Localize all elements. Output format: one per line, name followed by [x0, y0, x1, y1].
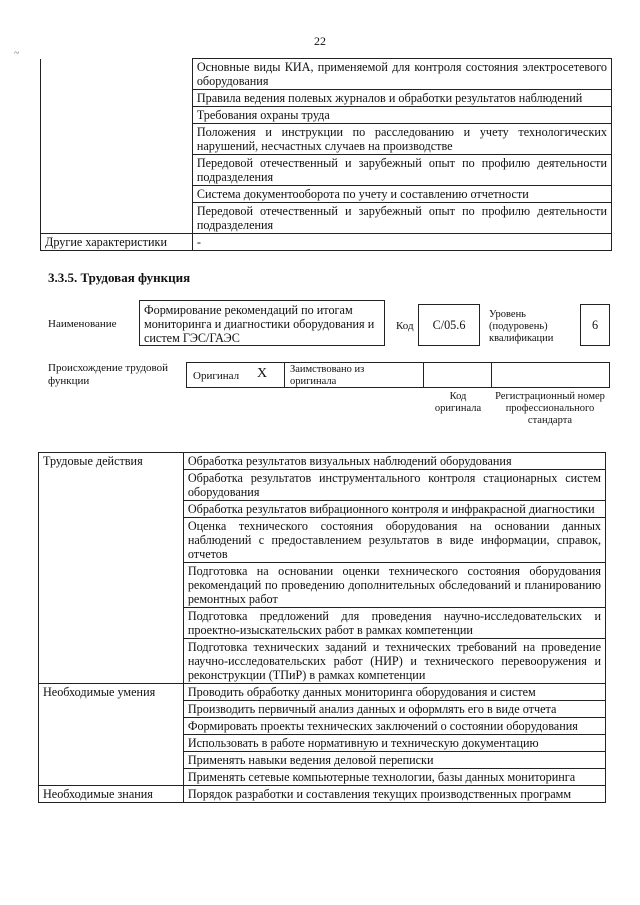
list-item: Применять сетевые компьютерные технологии, базы данных мониторинга [183, 769, 605, 786]
code-label: Код [396, 320, 414, 332]
page-number: 22 [314, 34, 326, 48]
main-table [38, 452, 606, 803]
original-mark: X [257, 366, 268, 381]
list-item: Подготовка предложений для проведения научно-исследовательских и проектно-изыскательских работ в рамках компетенции [183, 608, 605, 639]
table-row [39, 453, 606, 470]
list-item: Производить первичный анализ данных и оформлять его в виде отчета [183, 701, 605, 718]
list-item: Оценка технического состояния оборудования на основании данных наблюдений с предоставлением результатов в виде информации, справок, отчетов [183, 518, 605, 563]
top-table [40, 58, 612, 251]
list-item: Порядок разработки и составления текущих производственных программ [183, 786, 605, 803]
name-label: Наименование [48, 318, 117, 330]
list-item: Правила ведения полевых журналов и обработки результатов наблюдений [192, 90, 611, 107]
list-item: Подготовка на основании оценки технического состояния оборудования рекомендаций по проведению дополнительных обследований и планированию ремонтных работ [183, 563, 605, 608]
other-characteristics-value: - [192, 234, 611, 251]
table-row [39, 786, 606, 803]
divider [491, 363, 492, 387]
list-item: Передовой отечественный и зарубежный опыт по профилю деятельности подразделения [192, 203, 611, 234]
list-item: Подготовка технических заданий и технических требований на проведение научно-исследовательских работ (НИР) и технического перевооружения и реконструкции (ТПиР) в рамках компетенции [183, 639, 605, 684]
code-original-caption: Код оригинала [434, 391, 482, 414]
knowledge-label: Необходимые знания [39, 786, 184, 803]
origin-label: Происхождение трудовой функции [48, 362, 169, 387]
level-value: 6 [580, 304, 610, 346]
list-item: Передовой отечественный и зарубежный опыт по профилю деятельности подразделения [192, 155, 611, 186]
list-item: Формировать проекты технических заключений о состоянии оборудования [183, 718, 605, 735]
list-item: Обработка результатов визуальных наблюдений оборудования [183, 453, 605, 470]
level-label: Уровень (подуровень) квалификации [489, 309, 554, 344]
divider [423, 363, 424, 387]
origin-row [186, 362, 610, 388]
other-characteristics-label: Другие характеристики [41, 234, 193, 251]
list-item: Система документооборота по учету и составлению отчетности [192, 186, 611, 203]
skills-label: Необходимые умения [39, 684, 184, 786]
function-name: Формирование рекомендаций по итогам мониторинга и диагностики оборудования и систем ГЭС/ГАЭС [139, 300, 385, 346]
table-row [39, 684, 606, 701]
list-item: Проводить обработку данных мониторинга оборудования и систем [183, 684, 605, 701]
empty-label-cell [41, 59, 193, 234]
original-label: Оригинал [193, 370, 240, 382]
list-item: Обработка результатов вибрационного контроля и инфракрасной диагностики [183, 501, 605, 518]
borrowed-label: Заимствовано из оригинала [290, 364, 365, 387]
list-item: Применять навыки ведения деловой переписки [183, 752, 605, 769]
actions-label: Трудовые действия [39, 453, 184, 684]
table-row [41, 59, 612, 90]
reg-number-caption: Регистрационный номер профессионального стандарта [495, 391, 605, 426]
list-item: Использовать в работе нормативную и техническую документацию [183, 735, 605, 752]
section-title: 3.3.5. Трудовая функция [48, 270, 191, 285]
function-code: C/05.6 [418, 304, 480, 346]
table-row [41, 234, 612, 251]
list-item: Требования охраны труда [192, 107, 611, 124]
list-item: Положения и инструкции по расследованию и учету технологических нарушений, несчастных случаев на производстве [192, 124, 611, 155]
divider [284, 363, 285, 387]
list-item: Обработка результатов инструментального контроля стационарных систем оборудования [183, 470, 605, 501]
margin-mark: ~ [14, 48, 20, 59]
list-item: Основные виды КИА, применяемой для контроля состояния электросетевого оборудования [192, 59, 611, 90]
